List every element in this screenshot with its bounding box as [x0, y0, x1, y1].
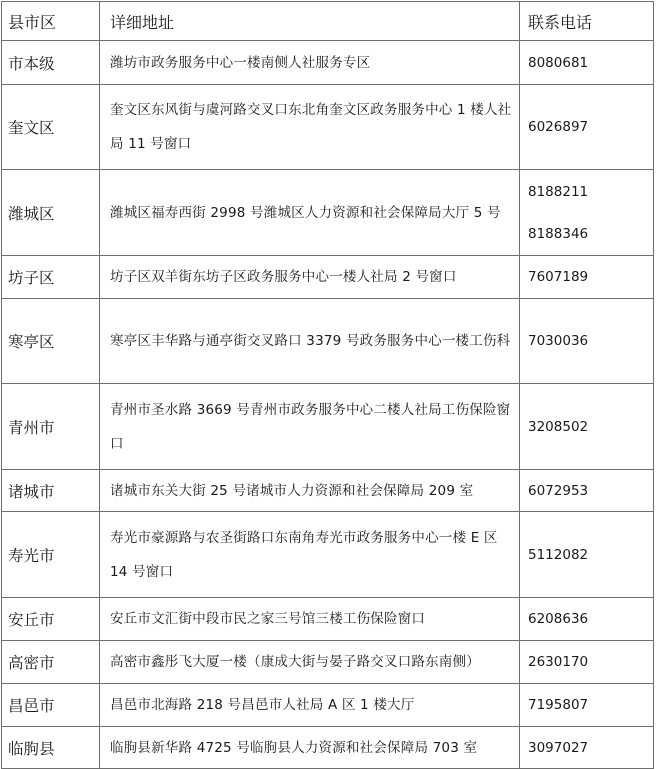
phone-cell — [520, 512, 654, 598]
table-row — [2, 727, 654, 769]
county-cell: 寿光市 — [2, 512, 100, 598]
address-cell: 青州市圣水路 3669 号青州市政务服务中心二楼人社局工伤保险窗口 — [100, 384, 520, 470]
phone-cell — [520, 256, 654, 299]
county-cell: 市本级 — [2, 41, 100, 85]
phone-number: 8080681 — [528, 54, 589, 71]
county-cell: 潍城区 — [2, 170, 100, 256]
county-cell: 高密市 — [2, 641, 100, 684]
header-address: 详细地址 — [100, 2, 520, 41]
table-header-row — [2, 2, 654, 41]
county-cell: 安丘市 — [2, 598, 100, 641]
phone-cell — [520, 41, 654, 85]
phone-cell — [520, 170, 654, 256]
phone-number: 3097027 — [528, 739, 589, 756]
county-cell: 奎文区 — [2, 85, 100, 170]
address-cell: 寒亭区丰华路与通亭街交叉路口 3379 号政务服务中心一楼工伤科 — [100, 299, 520, 384]
address-cell: 高密市鑫彤飞大厦一楼（康成大街与晏子路交叉口路东南侧） — [100, 641, 520, 684]
phone-number: 7030036 — [528, 333, 589, 349]
address-cell: 寿光市豪源路与农圣街路口东南角寿光市政务服务中心一楼 E 区 14 号窗口 — [100, 512, 520, 598]
phone-number: 2630170 — [528, 654, 589, 670]
table-row — [2, 256, 654, 299]
contact-table — [1, 1, 654, 769]
address-cell: 坊子区双羊街东坊子区政务服务中心一楼人社局 2 号窗口 — [100, 256, 520, 299]
table-row — [2, 41, 654, 85]
header-phone: 联系电话 — [520, 2, 654, 41]
table-row — [2, 384, 654, 470]
address-cell: 奎文区东风街与虞河路交叉口东北角奎文区政务服务中心 1 楼人社局 11 号窗口 — [100, 85, 520, 170]
address-cell: 临朐县新华路 4725 号临朐县人力资源和社会保障局 703 室 — [100, 727, 520, 769]
address-cell: 昌邑市北海路 218 号昌邑市人社局 A 区 1 楼大厅 — [100, 684, 520, 727]
table-row — [2, 598, 654, 641]
phone-cell — [520, 727, 654, 769]
phone-number: 7195807 — [528, 697, 589, 713]
phone-cell — [520, 299, 654, 384]
phone-number: 5112082 — [528, 546, 589, 563]
phone-number: 6208636 — [528, 611, 589, 627]
county-cell: 诸城市 — [2, 470, 100, 512]
address-cell: 诸城市东关大街 25 号诸城市人力资源和社会保障局 209 室 — [100, 470, 520, 512]
phone-cell — [520, 598, 654, 641]
phone-cell — [520, 85, 654, 170]
address-cell: 潍城区福寿西街 2998 号潍城区人力资源和社会保障局大厅 5 号 — [100, 170, 520, 256]
phone-number: 8188346 — [528, 225, 589, 242]
table-row — [2, 512, 654, 598]
phone-number: 8188211 — [528, 183, 589, 200]
county-cell: 寒亭区 — [2, 299, 100, 384]
header-county: 县市区 — [2, 2, 100, 41]
table-row — [2, 684, 654, 727]
phone-cell — [520, 641, 654, 684]
address-cell: 潍坊市政务服务中心一楼南侧人社服务专区 — [100, 41, 520, 85]
phone-number: 3208502 — [528, 418, 589, 435]
table-row — [2, 641, 654, 684]
phone-cell — [520, 384, 654, 470]
phone-number: 7607189 — [528, 269, 589, 285]
phone-cell — [520, 684, 654, 727]
table-row — [2, 470, 654, 512]
table-row — [2, 85, 654, 170]
phone-cell — [520, 470, 654, 512]
county-cell: 昌邑市 — [2, 684, 100, 727]
address-cell: 安丘市文汇街中段市民之家三号馆三楼工伤保险窗口 — [100, 598, 520, 641]
county-cell: 坊子区 — [2, 256, 100, 299]
phone-number: 6026897 — [528, 119, 589, 135]
table-row — [2, 299, 654, 384]
county-cell: 临朐县 — [2, 727, 100, 769]
county-cell: 青州市 — [2, 384, 100, 470]
phone-number: 6072953 — [528, 482, 589, 499]
table-row — [2, 170, 654, 256]
